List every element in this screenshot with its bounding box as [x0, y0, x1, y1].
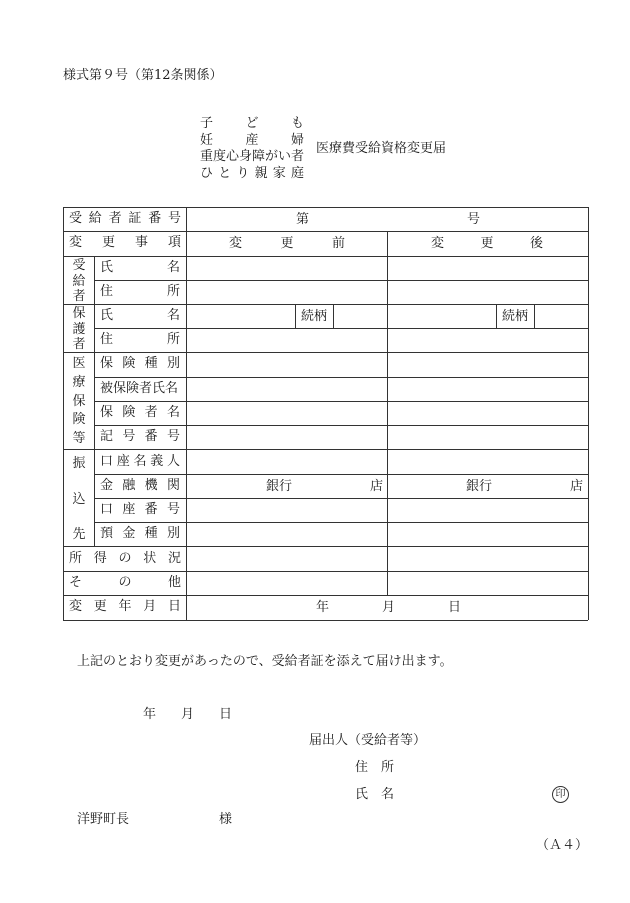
bank-before-label: 銀行	[266, 479, 293, 494]
insurer-name-label: 保 険 者 名	[100, 405, 180, 420]
guardian-name-label: 氏 名	[100, 308, 180, 323]
symbol-number-label: 記 号 番 号	[100, 429, 180, 444]
cert-number-label: 受 給 者 証 番 号	[69, 211, 181, 226]
relation-before-label: 続柄	[301, 309, 328, 324]
change-form-table	[63, 207, 588, 620]
seal-mark: 印	[552, 786, 569, 803]
transfer-group-label: 振 込 先	[72, 456, 86, 542]
branch-after-label: 店	[570, 479, 584, 494]
notifier-label: 届出人（受給者等）	[309, 733, 427, 748]
deposit-type-label: 預 金 種 別	[100, 526, 180, 541]
bank-after-label: 銀行	[466, 479, 493, 494]
account-holder-label: 口 座 名 義 人	[100, 454, 180, 469]
change-date-day: 日	[448, 600, 462, 615]
other-label: そ の 他	[69, 575, 181, 590]
after-label: 変 更 後	[431, 236, 543, 251]
recipient-address-label: 住 所	[100, 284, 180, 299]
before-label: 変 更 前	[229, 236, 345, 251]
category-single-parent: ひ と り 親 家 庭	[200, 166, 304, 181]
form-number: 様式第９号（第12条関係）	[63, 68, 223, 83]
category-children: 子 ど も	[200, 116, 304, 131]
recipient-name-label: 氏 名	[100, 260, 180, 275]
income-status-label: 所 得 の 状 況	[69, 551, 181, 566]
cert-go: 号	[467, 212, 481, 227]
financial-institution-label: 金 融 機 関	[100, 478, 180, 493]
submission-statement: 上記のとおり変更があったので、受給者証を添えて届け出ます。	[77, 654, 453, 669]
notifier-address-label: 住 所	[355, 760, 395, 775]
submit-date-year: 年	[143, 707, 157, 722]
submit-date-month: 月	[181, 707, 195, 722]
branch-before-label: 店	[370, 479, 384, 494]
submit-date-day: 日	[219, 707, 233, 722]
account-number-label: 口 座 番 号	[100, 502, 180, 517]
insured-name-label: 被保険者氏名	[100, 381, 179, 396]
category-expectant-mothers: 妊 産 婦	[200, 133, 304, 148]
change-date-year: 年	[316, 600, 330, 615]
honorific: 様	[219, 812, 233, 827]
insurance-type-label: 保 険 種 別	[100, 356, 180, 371]
addressee: 洋野町長	[77, 812, 130, 827]
notifier-name-label: 氏 名	[355, 787, 395, 802]
cert-dai: 第	[296, 212, 310, 227]
insurance-group-label: 医 療 保 険 等	[72, 356, 86, 446]
change-date-label: 変 更 年 月 日	[69, 599, 181, 614]
form-title: 医療費受給資格変更届	[316, 141, 447, 156]
paper-size-label: （Ａ４）	[536, 838, 589, 853]
guardian-group-label: 保 護 者	[72, 306, 86, 352]
change-date-month: 月	[382, 600, 396, 615]
guardian-address-label: 住 所	[100, 332, 180, 347]
change-item-label: 変 更 事 項	[69, 235, 181, 250]
recipient-group-label: 受 給 者	[72, 258, 86, 304]
relation-after-label: 続柄	[502, 309, 529, 324]
category-disabled: 重度心身障がい者	[200, 149, 305, 164]
